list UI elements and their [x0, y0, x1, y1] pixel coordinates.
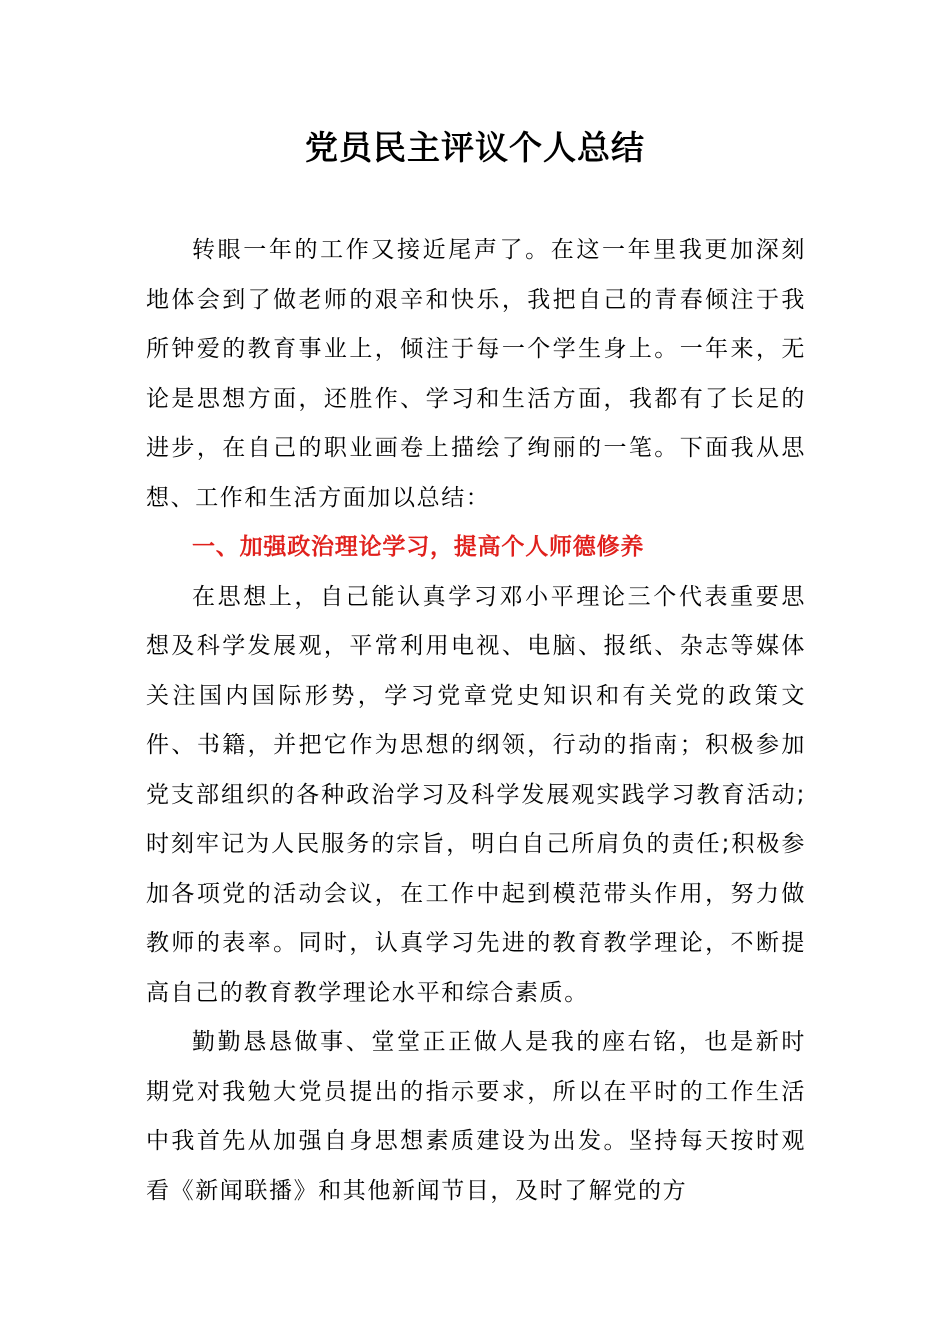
- section-heading: 一、加强政治理论学习，提高个人师德修养: [192, 534, 645, 560]
- body-paragraph: 在思想上，自己能认真学习邓小平理论三个代表重要思想及科学发展观，平常利用电视、电脑、报纸、杂志等媒体关注国内国际形势，学习党章党史知识和有关党的政策文件、书籍，并把它作为思想的纲领，行动的指南；积极参加党支部组织的各种政治学习及科学发展观实践学习教育活动;时刻牢记为人民服务的宗旨，明白自己所肩负的责任;积极参加各项党的活动会议，在工作中起到模范带头作用，努力做教师的表率。同时，认真学习先进的教育教学理论，不断提高自己的教育教学理论水平和综合素质。: [146, 583, 806, 1006]
- document-title: 党员民主评议个人总结: [305, 128, 645, 167]
- intro-paragraph: 转眼一年的工作又接近尾声了。在这一年里我更加深刻地体会到了做老师的艰辛和快乐，我把自己的青春倾注于我所钟爱的教育事业上，倾注于每一个学生身上。一年来，无论是思想方面，还胜作、学习和生活方面，我都有了长足的进步，在自己的职业画卷上描绘了绚丽的一笔。下面我从思想、工作和生活方面加以总结：: [146, 237, 806, 511]
- body-paragraph: 勤勤恳恳做事、堂堂正正做人是我的座右铭，也是新时期党对我勉大党员提出的指示要求，所以在平时的工作生活中我首先从加强自身思想素质建设为出发。坚持每天按时观看《新闻联播》和其他新闻节目，及时了解党的方: [146, 1029, 806, 1204]
- document-body: [146, 226, 806, 1216]
